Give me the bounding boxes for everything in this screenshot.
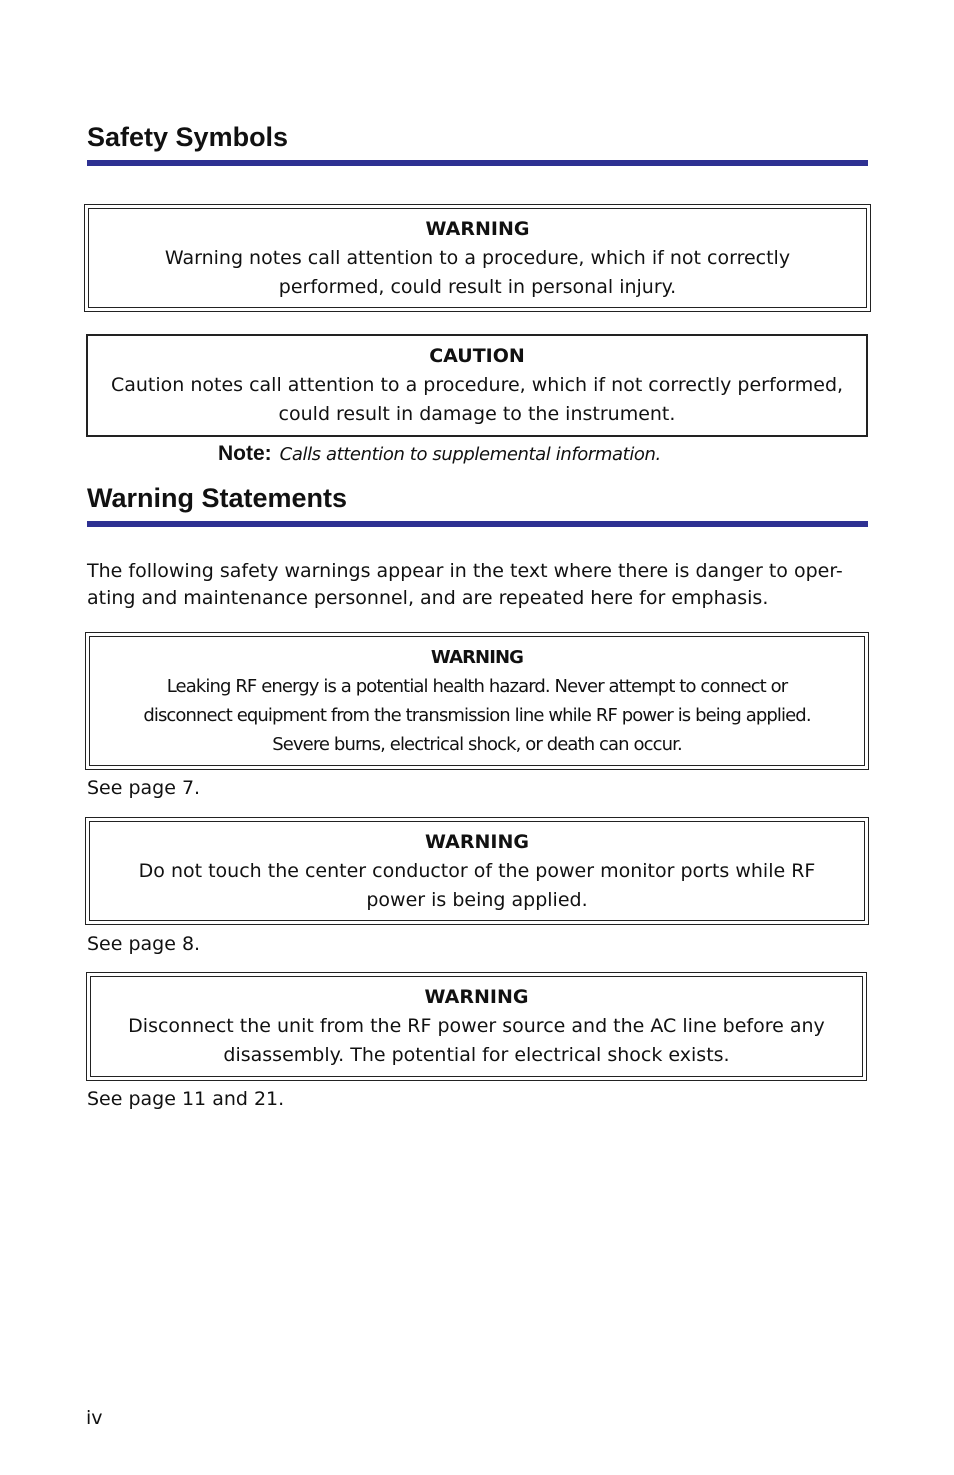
page-reference: See page 11 and 21. [87,1088,285,1110]
warning-text-line: Disconnect the unit from the RF power source and the AC line before any [128,1015,825,1037]
warning-title: WARNING [425,217,530,240]
intro-line: The following safety warnings appear in the text where there is danger to oper- [87,560,843,582]
warning-box-disconnect [86,972,867,1081]
warning-symbol-box [84,204,871,312]
warning-text-line: disassembly. The potential for electrical shock exists. [223,1044,730,1066]
note-line [218,442,661,466]
intro-line: ating and maintenance personnel, and are repeated here for emphasis. [87,587,769,609]
warning-title: WARNING [430,647,524,668]
note-text: Calls attention to supplemental information. [279,444,661,465]
caution-text-line: Caution notes call attention to a procedure, which if not correctly performed, [110,374,844,396]
warning-text-line: Warning notes call attention to a procedure, which if not correctly [164,246,791,269]
warning-statements-heading: Warning Statements [87,483,348,513]
safety-symbols-heading: Safety Symbols [87,122,289,152]
note-label: Note: [218,442,272,465]
caution-text-line: could result in damage to the instrument. [278,403,676,425]
warning-text-line: Leaking RF energy is a potential health hazard. Never attempt to connect or [166,676,788,697]
warning-text-line: Do not touch the center conductor of the power monitor ports while RF [138,859,816,882]
warning-title: WARNING [424,986,529,1008]
caution-title: CAUTION [429,345,525,367]
page-reference: See page 8. [87,933,201,955]
heading-rule [87,521,868,527]
warning-text-line: performed, could result in personal injury. [278,275,677,298]
page-number: iv [86,1407,103,1429]
caution-symbol-box [86,334,868,437]
warning-box-center-conductor [85,817,869,925]
warning-title: WARNING [425,830,529,853]
warning-text-line: disconnect equipment from the transmission line while RF power is being applied. [143,705,811,726]
warning-box-rf-energy [85,632,869,770]
heading-rule [87,160,868,166]
intro-paragraph [87,558,843,612]
warning-text-line: Severe burns, electrical shock, or death can occur. [272,734,682,755]
page-reference: See page 7. [87,777,201,799]
warning-text-line: power is being applied. [366,888,588,911]
